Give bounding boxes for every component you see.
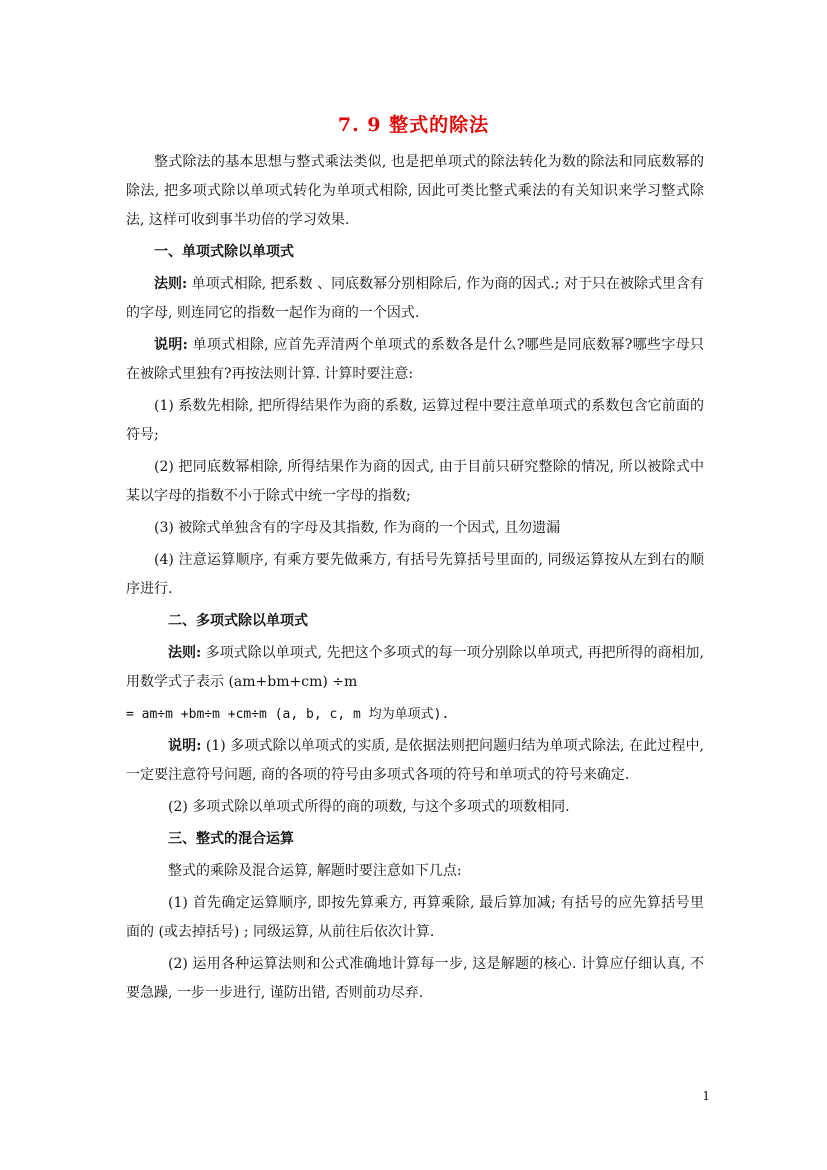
section-2-item-2: (2) 多项式除以单项式所得的商的项数, 与这个多项式的项数相同.	[168, 799, 570, 815]
section-1-item-1: (1) 系数先相除, 把所得结果作为商的系数, 运算过程中要注意单项式的系数包含它前面的符号;	[126, 398, 704, 443]
note-text: (1) 多项式除以单项式的实质, 是依据法则把问题归结为单项式除法, 在此过程中, 一定要注意符号问题, 商的各项的符号由多项式各项的符号和单项式的符号来确定.	[126, 738, 704, 783]
section-2-rule	[126, 639, 704, 697]
section-1-item-3: (3) 被除式单独含有的字母及其指数, 作为商的一个因式, 且勿遗漏	[154, 520, 561, 536]
page-number: 1	[702, 1089, 710, 1103]
note-label: 说明:	[154, 337, 188, 353]
section-2-note	[126, 732, 704, 790]
rule-label: 法则:	[154, 276, 188, 292]
rule-text: 多项式除以单项式, 先把这个多项式的每一项分别除以单项式, 再把所得的商相加, 用数学式子表示 (am+bm+cm) ÷m	[126, 645, 705, 690]
intro-paragraph: 整式除法的基本思想与整式乘法类似, 也是把单项式的除法转化为数的除法和同底数幂的除法, 把多项式除以单项式转化为单项式相除, 因此可类比整式乘法的有关知识来学习整式除法, 这样可收到事半功倍的学习效果.	[126, 154, 704, 228]
section-3-lead: 整式的乘除及混合运算, 解题时要注意如下几点:	[168, 863, 462, 879]
page-title: 7. 9 整式的除法	[337, 114, 490, 136]
section-3-heading: 三、整式的混合运算	[168, 831, 294, 847]
section-2-formula: = am÷m +bm÷m +cm÷m (a, b, c, m 均为单项式).	[126, 707, 450, 722]
note-text: 单项式相除, 应首先弄清两个单项式的系数各是什么?哪些是同底数幂?哪些字母只在被除式里独有?再按法则计算. 计算时要注意:	[126, 337, 704, 382]
section-1-item-2: (2) 把同底数幂相除, 所得结果作为商的因式, 由于目前只研究整除的情况, 所以被除式中某以字母的指数不小于除式中统一字母的指数;	[126, 459, 704, 504]
section-1-item-4: (4) 注意运算顺序, 有乘方要先做乘方, 有括号先算括号里面的, 同级运算按从左到右的顺序进行.	[126, 552, 704, 597]
section-1-rule	[126, 270, 704, 328]
rule-label: 法则:	[168, 645, 202, 661]
note-label: 说明:	[168, 738, 202, 754]
section-2-heading: 二、多项式除以单项式	[168, 613, 308, 629]
section-1-note	[126, 331, 704, 389]
rule-text: 单项式相除, 把系数 、同底数幂分别相除后, 作为商的因式.; 对于只在被除式里含有的字母, 则连同它的指数一起作为商的一个因式.	[126, 276, 704, 321]
section-1-heading: 一、单项式除以单项式	[154, 244, 294, 260]
section-3-item-1: (1) 首先确定运算顺序, 即按先算乘方, 再算乘除, 最后算加减; 有括号的应先算括号里面的 (或去掉括号) ; 同级运算, 从前往后依次计算.	[126, 895, 704, 940]
section-3-item-2: (2) 运用各种运算法则和公式准确地计算每一步, 这是解题的核心. 计算应仔细认真, 不要急躁, 一步一步进行, 谨防出错, 否则前功尽弃.	[126, 956, 704, 1001]
document-body	[126, 148, 704, 1011]
